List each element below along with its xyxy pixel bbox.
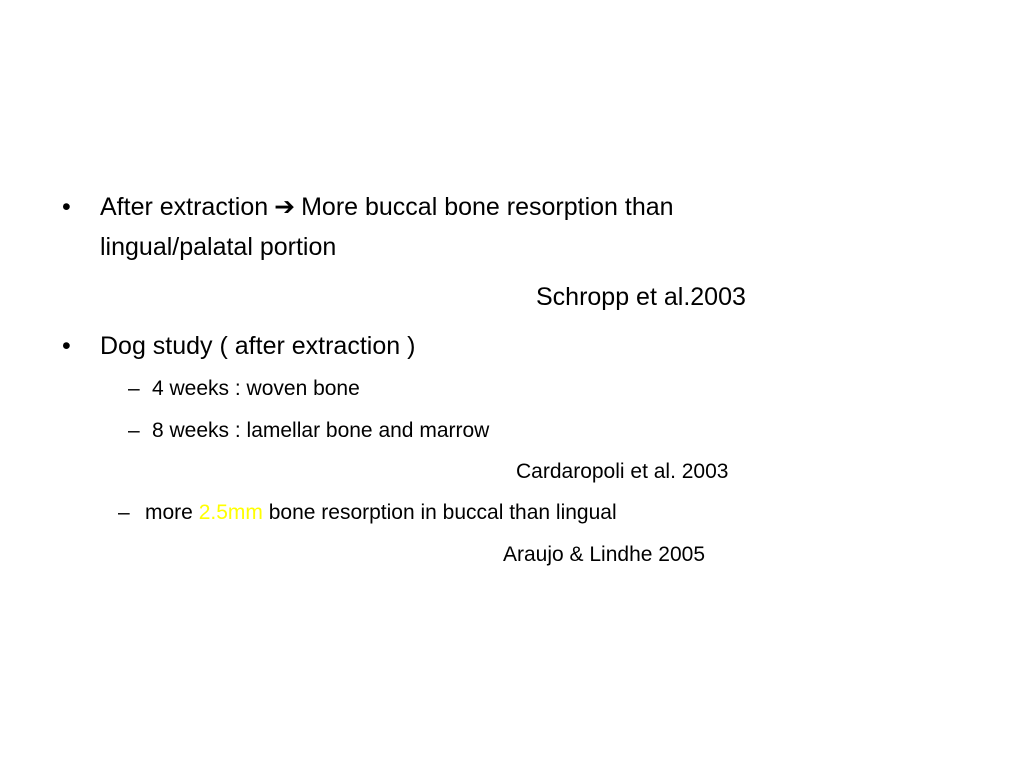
sub-bullet-dash: – (128, 377, 140, 400)
bullet-dot: • (62, 193, 71, 221)
sub-bullet-dash: – (118, 501, 130, 524)
citation-schropp: Schropp et al.2003 (536, 283, 746, 311)
sub-bullet-resorption (145, 500, 617, 526)
bullet-1-text-before: After extraction (100, 193, 269, 221)
arrow-right-icon: ➔ (274, 193, 296, 221)
sub-bullet-resorption-after: bone resorption in buccal than lingual (268, 501, 617, 524)
bullet-1-line-1 (100, 192, 674, 222)
bullet-dot: • (62, 332, 71, 360)
bullet-1-line-2: lingual/palatal portion (100, 233, 337, 261)
sub-bullet-4-weeks: 4 weeks : woven bone (152, 377, 360, 400)
sub-bullet-8-weeks: 8 weeks : lamellar bone and marrow (152, 419, 490, 442)
bullet-1-text-after: More buccal bone resorption than (301, 193, 674, 221)
highlight-measurement: 2.5mm (198, 501, 263, 524)
bullet-2-text: Dog study ( after extraction ) (100, 332, 416, 360)
sub-bullet-dash: – (128, 419, 140, 442)
sub-bullet-resorption-before: more (145, 501, 193, 524)
citation-cardaropoli: Cardaropoli et al. 2003 (516, 460, 729, 483)
citation-araujo: Araujo & Lindhe 2005 (503, 543, 705, 566)
